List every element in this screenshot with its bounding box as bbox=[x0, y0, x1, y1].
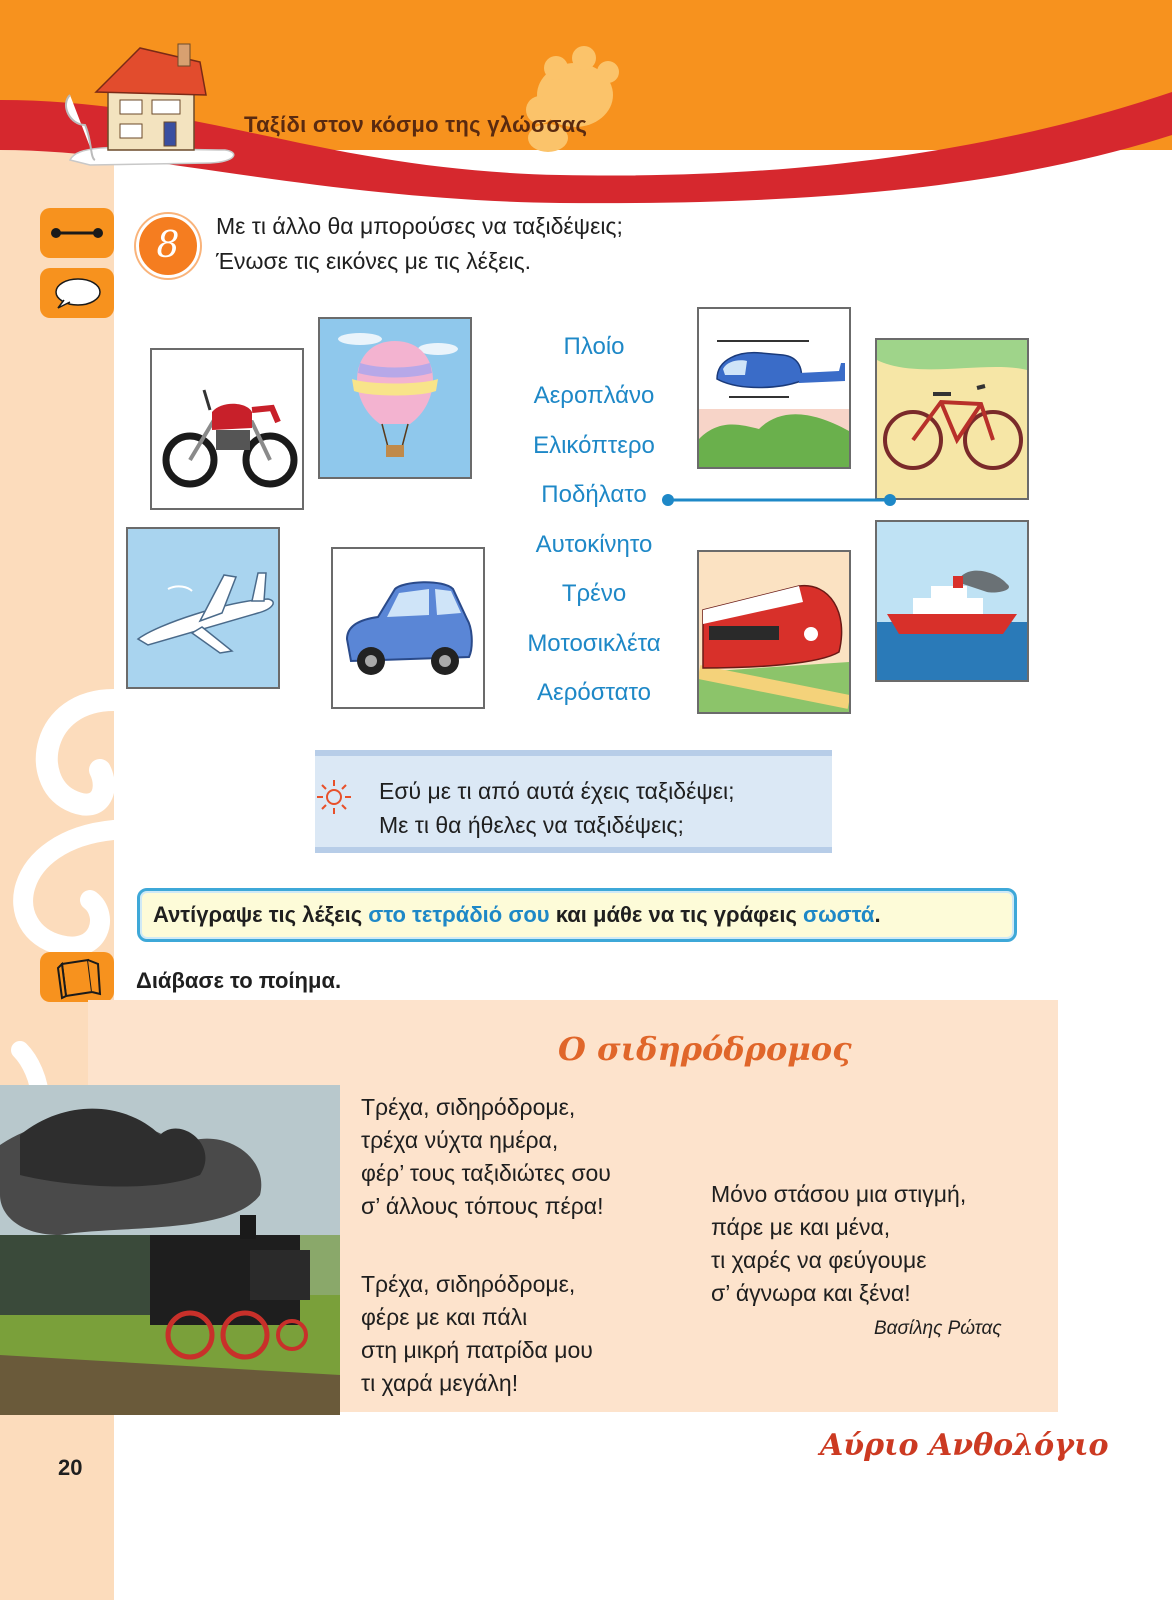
poem-line: τι χαρές να φεύγουμε bbox=[711, 1247, 927, 1273]
word-hot-air-balloon[interactable]: Αερόστατο bbox=[536, 679, 652, 706]
think-question-1: Εσύ με τι από αυτά έχεις ταξιδέψει; bbox=[379, 778, 735, 804]
connect-activity-icon bbox=[40, 208, 114, 258]
hot-air-balloon-image[interactable] bbox=[318, 317, 472, 479]
train-icon bbox=[699, 552, 849, 712]
poem-line: Τρέχα, σιδηρόδρομε, bbox=[361, 1271, 576, 1297]
exercise-instruction-line2: Ένωσε τις εικόνες με τις λέξεις. bbox=[216, 248, 532, 274]
poem-line: στη μικρή πατρίδα μου bbox=[361, 1337, 593, 1363]
poem-line: τρέχα νύχτα ημέρα, bbox=[361, 1127, 559, 1153]
steam-locomotive-photo bbox=[0, 1085, 340, 1415]
airplane-image[interactable] bbox=[126, 527, 280, 689]
car-image[interactable] bbox=[331, 547, 485, 709]
poem-line: σ’ άλλους τόπους πέρα! bbox=[361, 1193, 604, 1219]
copy-text-3: και μάθε να τις γράφεις bbox=[549, 902, 804, 927]
airplane-icon bbox=[128, 529, 278, 687]
poem-line: φέρε με και πάλι bbox=[361, 1304, 528, 1330]
motorcycle-icon bbox=[152, 350, 302, 508]
copy-text-5: . bbox=[874, 902, 881, 927]
poem-stanza-2 bbox=[361, 1268, 593, 1400]
book-icon bbox=[40, 952, 114, 1002]
hot-air-balloon-icon bbox=[320, 319, 470, 477]
motorcycle-image[interactable] bbox=[150, 348, 304, 510]
copy-text-1: Αντίγραψε τις λέξεις bbox=[153, 902, 369, 927]
word-ship[interactable]: Πλοίο bbox=[563, 333, 625, 360]
exercise-number-badge: 8 bbox=[136, 214, 200, 278]
read-instruction: Διάβασε το ποίημα. bbox=[136, 968, 342, 993]
helicopter-image[interactable] bbox=[697, 307, 851, 469]
ship-icon bbox=[877, 522, 1027, 680]
page-number: 20 bbox=[58, 1455, 83, 1480]
word-car[interactable]: Αυτοκίνητο bbox=[535, 531, 653, 558]
footer-brand: Αύριο Ανθολόγιο bbox=[820, 1428, 1109, 1463]
poem-author: Βασίλης Ρώτας bbox=[874, 1318, 1002, 1339]
bicycle-icon bbox=[877, 340, 1027, 498]
bicycle-image[interactable] bbox=[875, 338, 1029, 500]
speech-bubble-icon bbox=[40, 268, 114, 318]
poem-line: Τρέχα, σιδηρόδρομε, bbox=[361, 1094, 576, 1120]
sun-icon bbox=[315, 778, 353, 816]
poem-line: Μόνο στάσου μια στιγμή, bbox=[711, 1181, 967, 1207]
car-icon bbox=[333, 549, 483, 707]
poem-line: τι χαρά μεγάλη! bbox=[361, 1370, 519, 1396]
copy-text-4: σωστά bbox=[803, 902, 875, 927]
poem-stanza-3 bbox=[711, 1178, 966, 1310]
train-image[interactable] bbox=[697, 550, 851, 714]
header-title: Ταξίδι στον κόσμο της γλώσσας bbox=[244, 112, 588, 137]
think-question-2: Με τι θα ήθελες να ταξιδέψεις; bbox=[379, 812, 684, 838]
copy-instruction-box bbox=[137, 888, 1017, 942]
poem-line: σ’ άγνωρα και ξένα! bbox=[711, 1280, 911, 1306]
word-bicycle[interactable]: Ποδήλατο bbox=[541, 481, 647, 508]
steam-train-icon bbox=[0, 1085, 340, 1415]
ship-image[interactable] bbox=[875, 520, 1029, 682]
poem-line: φέρ’ τους ταξιδιώτες σου bbox=[361, 1160, 611, 1186]
exercise-instruction-line1: Με τι άλλο θα μπορούσες να ταξιδέψεις; bbox=[216, 213, 623, 239]
helicopter-icon bbox=[699, 309, 849, 467]
example-connection-line bbox=[660, 490, 900, 510]
poem-stanza-1 bbox=[361, 1091, 611, 1223]
poem-line: πάρε με και μένα, bbox=[711, 1214, 891, 1240]
word-train[interactable]: Τρένο bbox=[561, 580, 627, 607]
word-motorcycle[interactable]: Μοτοσικλέτα bbox=[527, 630, 661, 657]
poem-title: Ο σιδηρόδρομος bbox=[558, 1030, 852, 1068]
header-banner bbox=[0, 0, 1172, 205]
word-airplane[interactable]: Αεροπλάνο bbox=[533, 382, 655, 409]
word-helicopter[interactable]: Ελικόπτερο bbox=[533, 432, 655, 459]
think-box bbox=[315, 750, 832, 853]
copy-text-2: στο τετράδιό σου bbox=[368, 902, 550, 927]
